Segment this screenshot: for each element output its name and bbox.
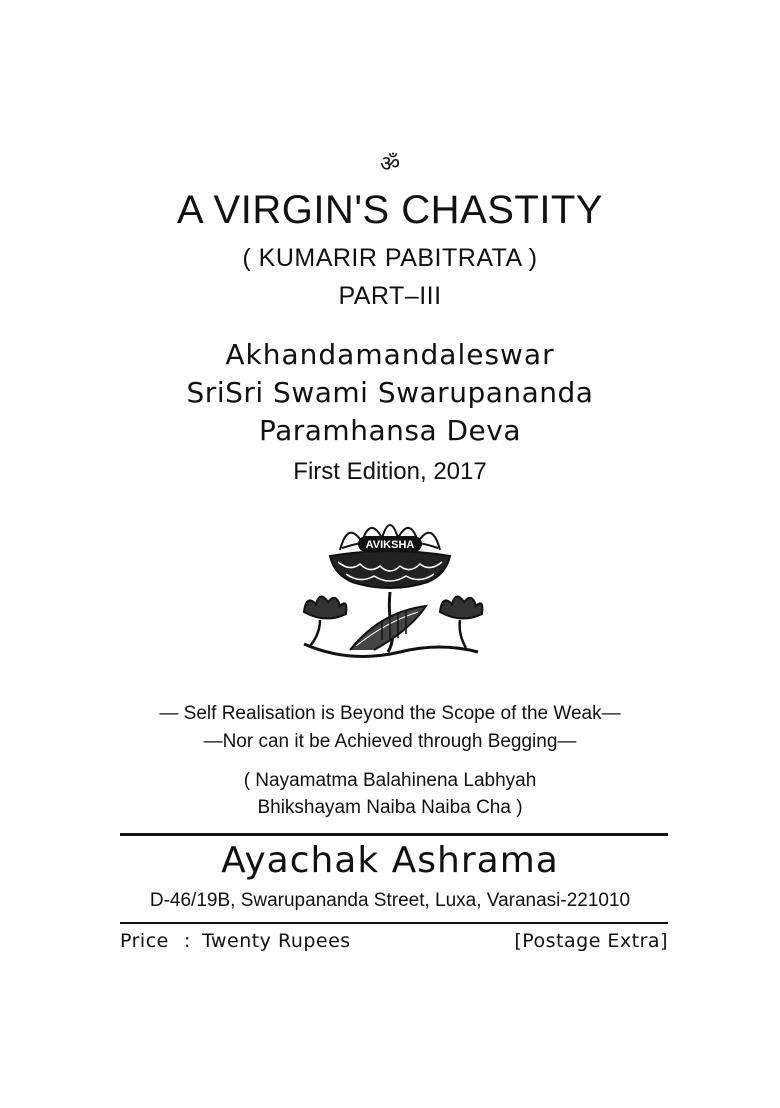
- book-subtitle: ( KUMARIR PABITRATA ): [242, 244, 538, 272]
- divider-bottom: [120, 922, 668, 924]
- divider-top: [120, 833, 668, 836]
- price-row: [120, 930, 668, 956]
- publisher-address: D-46/19B, Swarupananda Street, Luxa, Varanasi-221010: [149, 890, 631, 911]
- motto-line-2: —Nor can it be Achieved through Begging—: [203, 731, 577, 752]
- om-symbol: ॐ: [379, 152, 401, 177]
- lotus-emblem-icon: [290, 512, 490, 662]
- motto-line-1: — Self Realisation is Beyond the Scope of the Weak—: [159, 703, 621, 724]
- sanskrit-line-2: Bhikshayam Naiba Naiba Cha ): [257, 797, 523, 818]
- book-title: A VIRGIN'S CHASTITY: [176, 188, 604, 232]
- price-separator: :: [184, 930, 191, 952]
- sanskrit-line-1: ( Nayamatma Balahinena Labhyah: [243, 770, 537, 791]
- logo-label: AVIKSHA: [365, 539, 415, 551]
- author-line-1: Akhandamandaleswar: [225, 338, 555, 371]
- publisher-name: Ayachak Ashrama: [221, 840, 559, 881]
- author-line-2: SriSri Swami Swarupananda: [186, 376, 594, 409]
- price-label: Price: [120, 930, 169, 952]
- price-value: Twenty Rupees: [202, 930, 351, 952]
- book-part: PART–III: [338, 282, 442, 310]
- edition-info: First Edition, 2017: [293, 458, 487, 485]
- author-line-3: Paramhansa Deva: [258, 414, 522, 447]
- postage-note: [Postage Extra]: [514, 930, 668, 952]
